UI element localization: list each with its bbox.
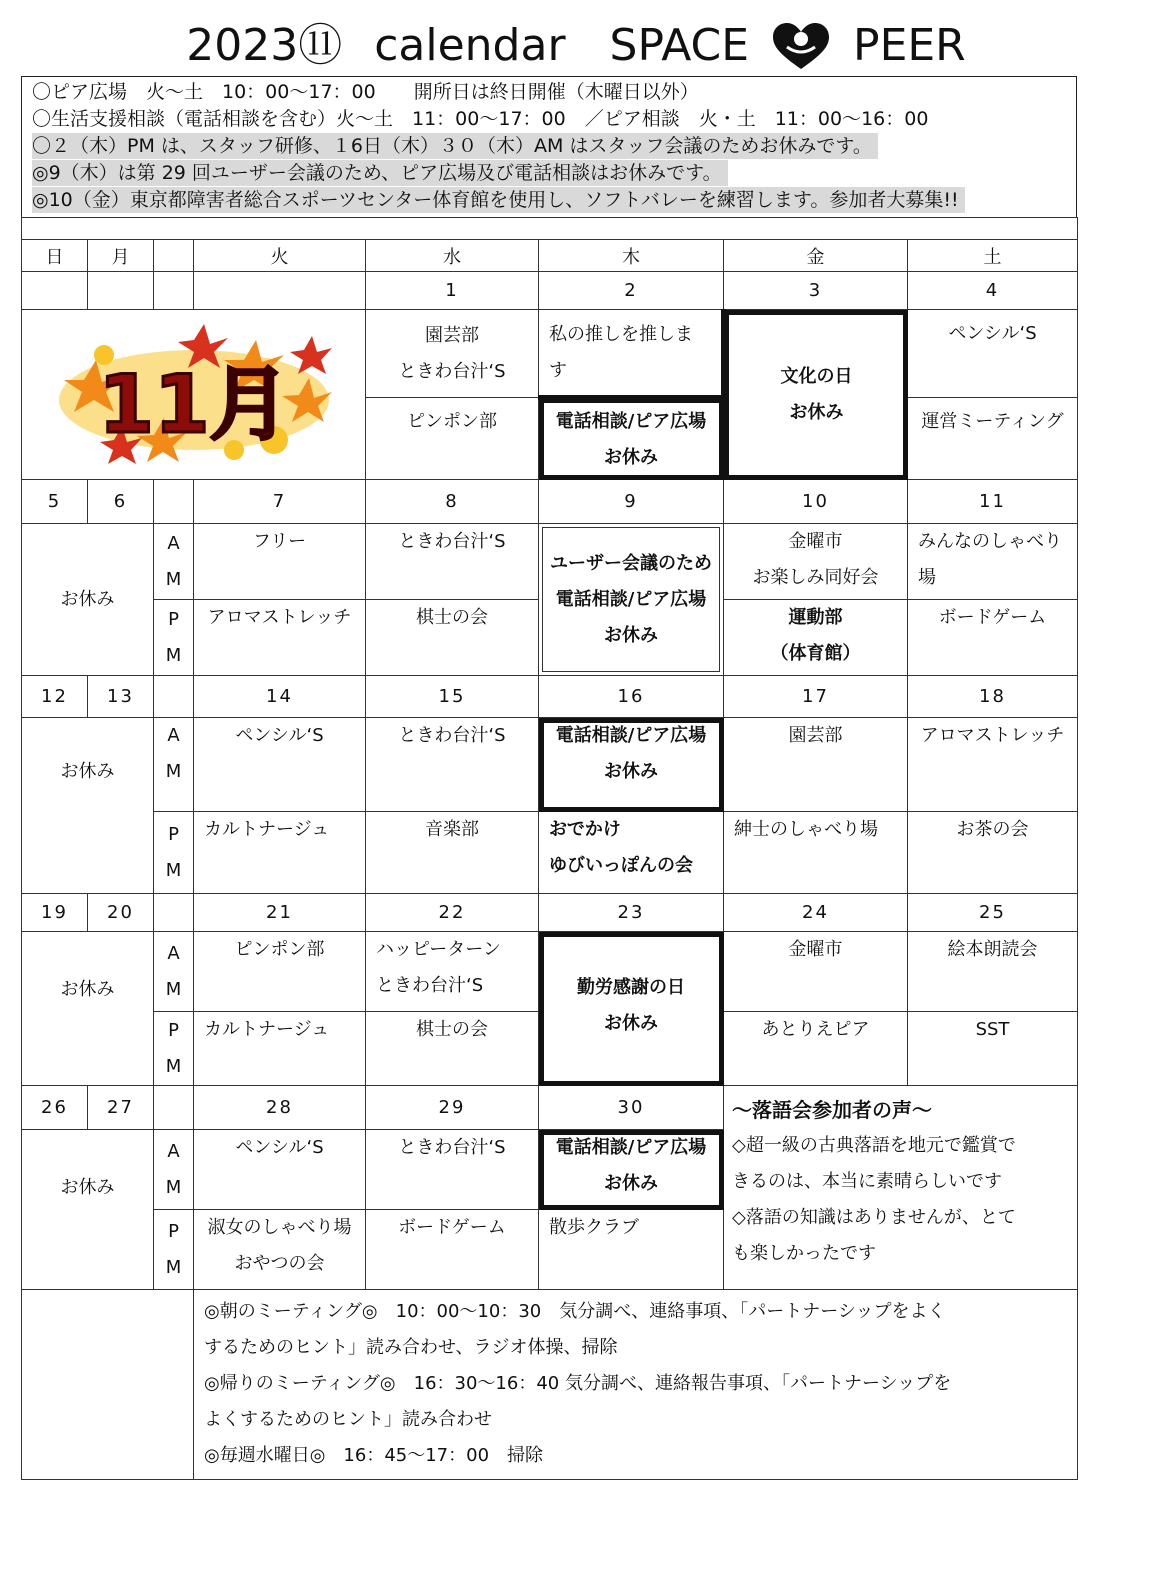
date-19: 19 — [22, 894, 88, 932]
voices-title: 〜落語会参加者の声〜 — [732, 1098, 932, 1122]
w5-am-label: A M — [154, 1130, 194, 1210]
date-12: 12 — [22, 676, 88, 718]
w5-pm-label: P M — [154, 1210, 194, 1290]
date-29: 29 — [366, 1086, 539, 1130]
brand-right: PEER — [853, 20, 966, 71]
spacer-row — [22, 218, 1078, 240]
notice-line-2: 〇生活支援相談（電話相談を含む）火〜土 11：00〜17：00 ／ピア相談 火・土 11：00〜16：00 — [32, 108, 929, 130]
weekday-sun: 日 — [22, 240, 88, 272]
date-2: 2 — [539, 272, 724, 310]
w4-tue-pm: カルトナージュ — [194, 1012, 366, 1086]
weekday-thu: 木 — [539, 240, 724, 272]
w1-sat-pm: 運営ミーティング — [908, 398, 1078, 480]
w3-wed-pm: 音楽部 — [366, 812, 539, 894]
w3-thu-pm: おでかけ ゆびいっぽんの会 — [539, 812, 724, 894]
voices-line-4: も楽しかったです — [732, 1243, 876, 1264]
w4-wed-am: ハッピーターン ときわ台汁‘S — [366, 932, 539, 1012]
w3-wed-am: ときわ台汁‘S — [366, 718, 539, 812]
week2-date-row — [22, 480, 1078, 524]
w3-fri-am: 園芸部 — [724, 718, 908, 812]
w5-tue-pm: 淑女のしゃべり場 おやつの会 — [194, 1210, 366, 1290]
date-26: 26 — [22, 1086, 88, 1130]
w1-wed-am: 園芸部 ときわ台汁‘S — [366, 310, 539, 398]
w5-thu-am: 電話相談/ピア広場 お休み — [539, 1130, 724, 1210]
w2-wed-pm: 棋士の会 — [366, 600, 539, 676]
w5-thu-pm: 散歩クラブ — [539, 1210, 724, 1290]
w5-tue-am: ペンシル‘S — [194, 1130, 366, 1210]
w2-closed: お休み — [22, 524, 154, 676]
w5-wed-am: ときわ台汁‘S — [366, 1130, 539, 1210]
notice-box — [21, 76, 1077, 217]
weekday-sat: 土 — [908, 240, 1078, 272]
w3-am-label: A M — [154, 718, 194, 812]
w4-pm-label: P M — [154, 1012, 194, 1086]
date-21: 21 — [194, 894, 366, 932]
date-24: 24 — [724, 894, 908, 932]
footer-line-1: ◎朝のミーティング◎ 10：00〜10：30 気分調べ、連絡事項、「パートナーシップをよく — [204, 1301, 946, 1322]
w3-fri-pm: 紳士のしゃべり場 — [724, 812, 908, 894]
w3-tue-am: ペンシル‘S — [194, 718, 366, 812]
w3-closed: お休み — [22, 718, 154, 894]
month-banner — [22, 310, 366, 480]
w2-tue-pm: アロマストレッチ — [194, 600, 366, 676]
w2-fri-pm: 運動部 （体育館） — [724, 600, 908, 676]
date-9: 9 — [539, 480, 724, 524]
weekday-header-row — [22, 240, 1078, 272]
notice-line-1: 〇ピア広場 火〜土 10：00〜17：00 開所日は終日開催（木曜日以外） — [32, 81, 699, 103]
weekday-fri: 金 — [724, 240, 908, 272]
footer-line-2: するためのヒント」読み合わせ、ラジオ体操、掃除 — [204, 1337, 618, 1358]
w4-tue-am: ピンポン部 — [194, 932, 366, 1012]
date-25: 25 — [908, 894, 1078, 932]
date-18: 18 — [908, 676, 1078, 718]
notice-line-3: 〇２（木）PM は、スタッフ研修、１6日（木）３０（木）AM はスタッフ会議のためお休みです。 — [32, 133, 878, 159]
weekday-tue: 火 — [194, 240, 366, 272]
date-6: 6 — [88, 480, 154, 524]
w3-thu-am: 電話相談/ピア広場 お休み — [539, 718, 724, 812]
calendar-table — [21, 217, 1078, 1480]
date-7: 7 — [194, 480, 366, 524]
date-1: 1 — [366, 272, 539, 310]
date-16: 16 — [539, 676, 724, 718]
date-3: 3 — [724, 272, 908, 310]
week1-date-row — [22, 272, 1078, 310]
rakugo-voices — [724, 1086, 1078, 1290]
w2-wed-am: ときわ台汁‘S — [366, 524, 539, 600]
w2-fri-am: 金曜市 お楽しみ同好会 — [724, 524, 908, 600]
autumn-leaves-icon — [44, 320, 344, 470]
voices-line-2: きるのは、本当に素晴らしいです — [732, 1171, 1002, 1192]
voices-line-3: ◇落語の知識はありませんが、とて — [732, 1207, 1016, 1228]
w3-sat-pm: お茶の会 — [908, 812, 1078, 894]
date-28: 28 — [194, 1086, 366, 1130]
voices-line-1: ◇超一級の古典落語を地元で鑑賞で — [732, 1135, 1016, 1156]
notice-line-5: ◎10（金）東京都障害者総合スポーツセンター体育館を使用し、ソフトバレーを練習します。参加者大募集!! — [32, 187, 965, 213]
date-5: 5 — [22, 480, 88, 524]
w2-sat-am: みんなのしゃべり 場 — [908, 524, 1078, 600]
w4-thu-holiday: 勤労感謝の日 お休み — [539, 932, 724, 1086]
page-title — [0, 14, 1152, 76]
w1-wed-pm: ピンポン部 — [366, 398, 539, 480]
w4-fri-pm: あとりえピア — [724, 1012, 908, 1086]
date-20: 20 — [88, 894, 154, 932]
date-17: 17 — [724, 676, 908, 718]
weekday-wed: 水 — [366, 240, 539, 272]
date-8: 8 — [366, 480, 539, 524]
w1-thu-pm: 電話相談/ピア広場 お休み — [539, 398, 724, 480]
w1-thu-am: 私の推しを推しま す — [539, 310, 724, 398]
w5-closed: お休み — [22, 1130, 154, 1290]
brand-left: SPACE — [609, 20, 750, 71]
w4-wed-pm: 棋士の会 — [366, 1012, 539, 1086]
title-calendar-word: calendar — [374, 20, 566, 71]
w5-wed-pm: ボードゲーム — [366, 1210, 539, 1290]
date-4: 4 — [908, 272, 1078, 310]
w1-fri-holiday: 文化の日 お休み — [724, 310, 908, 480]
w4-sat-pm: SST — [908, 1012, 1078, 1086]
date-15: 15 — [366, 676, 539, 718]
w2-tue-am: フリー — [194, 524, 366, 600]
date-30: 30 — [539, 1086, 724, 1130]
date-23: 23 — [539, 894, 724, 932]
w2-thu-closed: ユーザー会議のため 電話相談/ピア広場 お休み — [539, 524, 724, 676]
footer-line-4: よくするためのヒント」読み合わせ — [204, 1409, 492, 1430]
date-27: 27 — [88, 1086, 154, 1130]
week4-date-row — [22, 894, 1078, 932]
week3-date-row — [22, 676, 1078, 718]
peer-logo-icon — [771, 21, 831, 71]
w4-closed: お休み — [22, 932, 154, 1086]
w3-pm-label: P M — [154, 812, 194, 894]
date-13: 13 — [88, 676, 154, 718]
notice-line-4: ◎9（木）は第 29 回ユーザー会議のため、ピア広場及び電話相談はお休みです。 — [32, 160, 728, 186]
date-11: 11 — [908, 480, 1078, 524]
w4-sat-am: 絵本朗読会 — [908, 932, 1078, 1012]
date-22: 22 — [366, 894, 539, 932]
w1-sat-am: ペンシル‘S — [908, 310, 1078, 398]
w3-sat-am: アロマストレッチ — [908, 718, 1078, 812]
w4-am-label: A M — [154, 932, 194, 1012]
footer-line-5: ◎毎週水曜日◎ 16：45〜17：00 掃除 — [204, 1445, 544, 1466]
w2-am-label: A M — [154, 524, 194, 600]
date-14: 14 — [194, 676, 366, 718]
w4-fri-am: 金曜市 — [724, 932, 908, 1012]
w2-pm-label: P M — [154, 600, 194, 676]
title-year-month: 2023⑪ — [186, 20, 343, 71]
footer-line-3: ◎帰りのミーティング◎ 16：30〜16：40 気分調べ、連絡報告事項、「パートナーシップを — [204, 1373, 952, 1394]
w3-tue-pm: カルトナージュ — [194, 812, 366, 894]
weekday-ampm — [154, 240, 194, 272]
w2-sat-pm: ボードゲーム — [908, 600, 1078, 676]
banner-month-text: 11月 — [97, 357, 290, 451]
meeting-notes — [194, 1290, 1078, 1480]
date-10: 10 — [724, 480, 908, 524]
weekday-mon: 月 — [88, 240, 154, 272]
